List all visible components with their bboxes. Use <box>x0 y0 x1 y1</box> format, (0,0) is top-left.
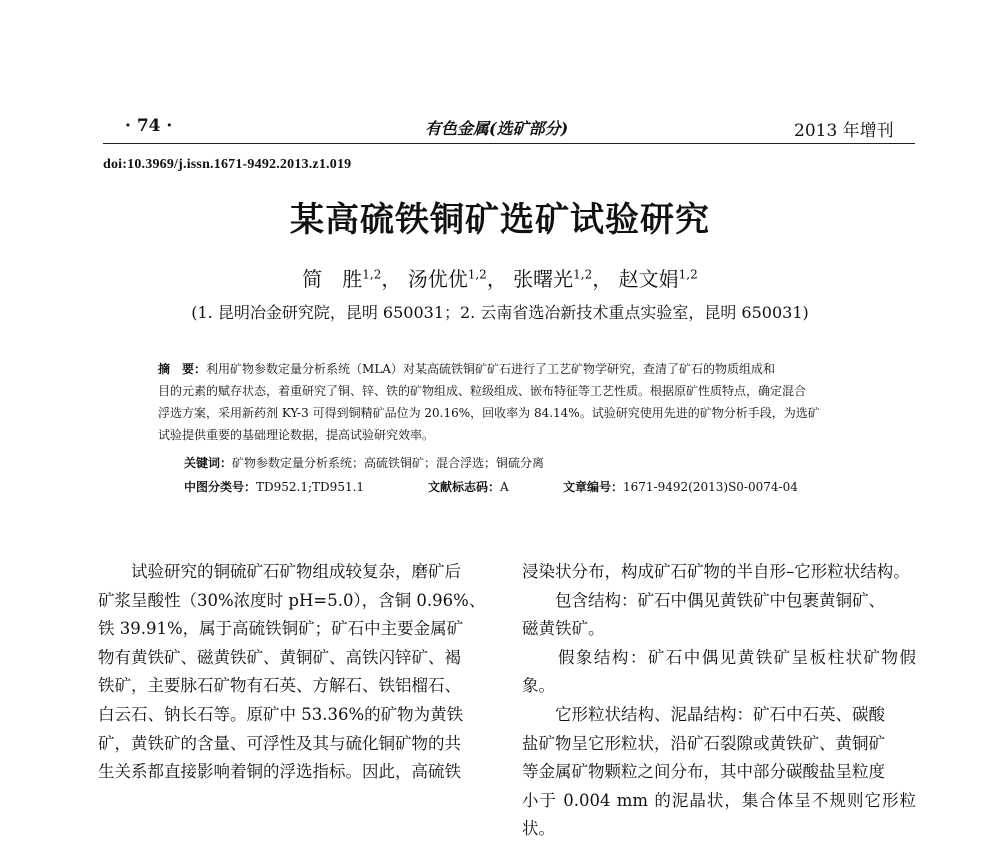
author-affiliation-mark: 1,2 <box>573 267 593 282</box>
abstract-line: 目的元素的赋存状态，着重研究了铜、锌、铁的矿物组成、粒级组成、嵌布特征等工艺性质。根据原矿性质特点，确定混合 <box>158 384 807 398</box>
body-line: 小于 0.004 mm 的泥晶状，集合体呈不规则它形粒状。 <box>522 790 916 839</box>
keywords-label: 关键词 <box>184 456 221 470</box>
doc-code-value: A <box>500 480 509 494</box>
author-affiliation-mark: 1,2 <box>467 267 487 282</box>
abstract-line: 浮选方案，采用新药剂 KY-3 可得到铜精矿品位为 20.16%，回收率为 84.14%。试验研究使用先进的矿物分析手段，为选矿 <box>158 406 820 420</box>
doi[interactable]: doi:10.3969/j.issn.1671-9492.2013.z1.019 <box>103 157 352 172</box>
author-name: 汤优优 <box>407 267 468 291</box>
abstract-line: 试验提供重要的基础理论数据，提高试验研究效率。 <box>158 428 435 442</box>
keywords-text: 矿物参数定量分析系统；高硫铁铜矿；混合浮选；铜硫分离 <box>232 456 545 470</box>
paper-title: 某高硫铁铜矿选矿试验研究 <box>290 202 710 239</box>
body-line: 矿浆呈酸性（30%浓度时 pH=5.0），含铜 0.96%、 <box>98 590 486 610</box>
author-affiliation-mark: 1,2 <box>678 267 698 282</box>
clc-value: TD952.1;TD951.1 <box>256 480 365 494</box>
author-name: 简 胜 <box>302 267 363 291</box>
clc-number: 中图分类号：TD952.1;TD951.1 <box>184 480 365 494</box>
author-name: 张曙光 <box>513 267 574 291</box>
header-rule <box>103 143 915 144</box>
body-line: 铁矿，主要脉石矿物有石英、方解石、铁铝榴石、 <box>98 676 461 696</box>
body-line: 包含结构：矿石中偶见黄铁矿中包裹黄铜矿、 <box>522 590 885 610</box>
body-line: 磁黄铁矿。 <box>522 619 605 639</box>
article-no-label: 文章编号 <box>563 480 612 494</box>
page-number: · 74 · <box>125 116 173 136</box>
article-number: 文章编号：1671-9492(2013)S0-0074-04 <box>563 480 798 494</box>
abstract-line: 摘 要：利用矿物参数定量分析系统（MLA）对某高硫铁铜矿矿石进行了工艺矿物学研究，查清了矿石的物质组成和 <box>158 362 775 376</box>
body-line: 铁 39.91%，属于高硫铁铜矿；矿石中主要金属矿 <box>98 619 464 639</box>
body-line: 盐矿物呈它形粒状，沿矿石裂隙或黄铁矿、黄铜矿 <box>522 733 885 753</box>
author-list: 简 胜$^{1,2}$， 汤优优$^{1,2}$， 张曙光$^{1,2}$， 赵文娟$^{1,2}$ <box>302 267 698 291</box>
doc-code-label: 文献标志码 <box>428 480 489 494</box>
body-line: 假象结构：矿石中偶见黄铁矿呈板柱状矿物假象。 <box>522 647 916 696</box>
journal-name: 有色金属(选矿部分) <box>425 119 569 138</box>
issue-label: 2013 年增刊 <box>794 121 894 141</box>
body-line: 它形粒状结构、泥晶结构：矿石中石英、碳酸 <box>522 704 885 724</box>
author-name: 赵文娟 <box>618 267 679 291</box>
affiliation: (1. 昆明冶金研究院，昆明 650031；2. 云南省选冶新技术重点实验室，昆明 650031) <box>191 303 809 322</box>
body-line: 白云石、钠长石等。原矿中 53.36%的矿物为黄铁 <box>98 704 464 724</box>
body-line: 矿，黄铁矿的含量、可浮性及其与硫化铜矿物的共 <box>98 733 461 753</box>
body-line: 试验研究的铜硫矿石矿物组成较复杂，磨矿后 <box>98 562 461 581</box>
document-code: 文献标志码：A <box>428 480 509 494</box>
body-column-left <box>98 558 490 787</box>
clc-label: 中图分类号 <box>184 480 245 494</box>
body-line: 物有黄铁矿、磁黄铁矿、黄铜矿、高铁闪锌矿、褐 <box>98 647 461 667</box>
abstract-label: 摘 要 <box>158 362 195 376</box>
body-line: 浸染状分布，构成矿石矿物的半自形–它形粒状结构。 <box>522 562 910 581</box>
author-affiliation-mark: 1,2 <box>362 267 382 282</box>
body-line: 等金属矿物颗粒之间分布，其中部分碳酸盐呈粒度 <box>522 762 885 782</box>
article-no-value: 1671-9492(2013)S0-0074-04 <box>623 480 798 494</box>
abstract-text: 利用矿物参数定量分析系统（MLA）对某高硫铁铜矿矿石进行了工艺矿物学研究，查清了矿石的物质组成和 <box>206 362 775 376</box>
abstract <box>158 358 858 446</box>
body-line: 生关系都直接影响着铜的浮选指标。因此，高硫铁 <box>98 762 461 782</box>
body-column-right <box>522 558 916 844</box>
keywords: 关键词：矿物参数定量分析系统；高硫铁铜矿；混合浮选；铜硫分离 <box>184 456 545 470</box>
